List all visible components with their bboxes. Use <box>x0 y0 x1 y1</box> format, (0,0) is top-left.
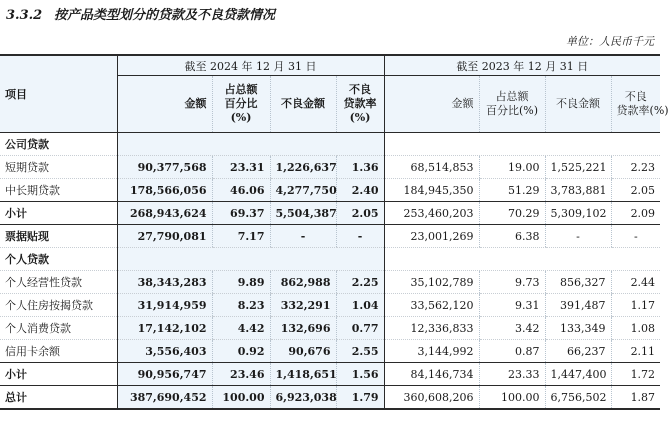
unit-note: 单位：人民币千元 <box>566 35 654 48</box>
cell-ratio-2023: 1.87 <box>611 386 660 410</box>
cell-npl-2023: 1,525,221 <box>545 156 611 179</box>
cell-pct-2024: 8.23 <box>212 294 270 317</box>
cell-npl-2023: 3,783,881 <box>545 179 611 202</box>
cell-pct-2024: 7.17 <box>212 225 270 248</box>
row-label: 个人消费贷款 <box>0 317 117 340</box>
row-label: 中长期贷款 <box>0 179 117 202</box>
row-label: 短期贷款 <box>0 156 117 179</box>
table-row <box>0 340 660 363</box>
cell-ratio-2023: 1.72 <box>611 363 660 386</box>
cell-npl-2024: 332,291 <box>270 294 336 317</box>
row-label: 小计 <box>0 202 117 225</box>
col-2023-npl: 不良金额 <box>545 76 611 133</box>
cell-npl-2024: 5,504,387 <box>270 202 336 225</box>
table-row <box>0 133 660 156</box>
cell-ratio-2023: 1.08 <box>611 317 660 340</box>
cell-amount-2024: 90,377,568 <box>117 156 212 179</box>
cell-amount-2024: 31,914,959 <box>117 294 212 317</box>
cell-ratio-2023: - <box>611 225 660 248</box>
cell-amount-2023: 35,102,789 <box>384 271 479 294</box>
row-label: 票据贴现 <box>0 225 117 248</box>
section-fill-2023 <box>384 248 660 271</box>
cell-amount-2023: 253,460,203 <box>384 202 479 225</box>
cell-pct-2024: 4.42 <box>212 317 270 340</box>
table-row <box>0 294 660 317</box>
cell-ratio-2023: 2.05 <box>611 179 660 202</box>
row-label: 信用卡余额 <box>0 340 117 363</box>
cell-amount-2023: 33,562,120 <box>384 294 479 317</box>
section-number: 3.3.2 <box>6 8 43 23</box>
period-2023-header: 截至 2023 年 12 月 31 日 <box>384 55 660 76</box>
cell-pct-2024: 23.31 <box>212 156 270 179</box>
section-title: 按产品类型划分的贷款及不良贷款情况 <box>54 8 276 23</box>
cell-npl-2023: 6,756,502 <box>545 386 611 410</box>
cell-npl-2023: - <box>545 225 611 248</box>
cell-amount-2024: 27,790,081 <box>117 225 212 248</box>
row-label: 个人贷款 <box>0 248 117 271</box>
cell-pct-2024: 69.37 <box>212 202 270 225</box>
col-2023-ratio: 不良 贷款率(%) <box>611 76 660 133</box>
cell-ratio-2024: - <box>336 225 384 248</box>
cell-amount-2024: 90,956,747 <box>117 363 212 386</box>
cell-amount-2023: 3,144,992 <box>384 340 479 363</box>
cell-amount-2023: 12,336,833 <box>384 317 479 340</box>
col-2024-pct: 占总额 百分比 (%) <box>212 76 270 133</box>
cell-ratio-2024: 2.05 <box>336 202 384 225</box>
col-2023-pct: 占总额 百分比(%) <box>479 76 545 133</box>
cell-ratio-2024: 1.79 <box>336 386 384 410</box>
cell-amount-2024: 387,690,452 <box>117 386 212 410</box>
loan-table <box>0 54 669 410</box>
cell-npl-2023: 66,237 <box>545 340 611 363</box>
row-label: 小计 <box>0 363 117 386</box>
cell-pct-2024: 46.06 <box>212 179 270 202</box>
header-row-periods <box>0 55 660 76</box>
cell-ratio-2023: 2.09 <box>611 202 660 225</box>
cell-amount-2024: 178,566,056 <box>117 179 212 202</box>
table-row <box>0 386 660 410</box>
cell-pct-2023: 9.31 <box>479 294 545 317</box>
item-header: 项目 <box>0 55 117 133</box>
cell-ratio-2023: 2.23 <box>611 156 660 179</box>
section-fill-2024 <box>117 133 384 156</box>
table-row <box>0 317 660 340</box>
period-2024-header: 截至 2024 年 12 月 31 日 <box>117 55 384 76</box>
cell-amount-2024: 268,943,624 <box>117 202 212 225</box>
cell-pct-2023: 9.73 <box>479 271 545 294</box>
cell-ratio-2024: 0.77 <box>336 317 384 340</box>
cell-amount-2023: 84,146,734 <box>384 363 479 386</box>
cell-pct-2024: 23.46 <box>212 363 270 386</box>
col-2024-ratio: 不良 贷款率 (%) <box>336 76 384 133</box>
cell-npl-2024: 132,696 <box>270 317 336 340</box>
cell-ratio-2023: 2.44 <box>611 271 660 294</box>
table-row <box>0 179 660 202</box>
cell-pct-2023: 51.29 <box>479 179 545 202</box>
cell-npl-2024: 1,226,637 <box>270 156 336 179</box>
col-2023-amount: 金额 <box>384 76 479 133</box>
cell-amount-2024: 17,142,102 <box>117 317 212 340</box>
table-row <box>0 156 660 179</box>
cell-npl-2023: 1,447,400 <box>545 363 611 386</box>
col-2024-amount: 金额 <box>117 76 212 133</box>
cell-amount-2024: 3,556,403 <box>117 340 212 363</box>
cell-pct-2023: 6.38 <box>479 225 545 248</box>
cell-npl-2024: - <box>270 225 336 248</box>
row-label: 公司贷款 <box>0 133 117 156</box>
cell-pct-2023: 3.42 <box>479 317 545 340</box>
section-heading <box>6 6 275 26</box>
cell-amount-2023: 360,608,206 <box>384 386 479 410</box>
row-label: 个人经营性贷款 <box>0 271 117 294</box>
cell-npl-2023: 391,487 <box>545 294 611 317</box>
cell-pct-2024: 9.89 <box>212 271 270 294</box>
cell-pct-2023: 23.33 <box>479 363 545 386</box>
cell-amount-2023: 68,514,853 <box>384 156 479 179</box>
cell-npl-2024: 1,418,651 <box>270 363 336 386</box>
table-row <box>0 363 660 386</box>
cell-ratio-2024: 1.36 <box>336 156 384 179</box>
section-fill-2023 <box>384 133 660 156</box>
table-row <box>0 225 660 248</box>
cell-pct-2023: 19.00 <box>479 156 545 179</box>
cell-pct-2023: 100.00 <box>479 386 545 410</box>
cell-ratio-2024: 1.56 <box>336 363 384 386</box>
cell-pct-2024: 100.00 <box>212 386 270 410</box>
table-row <box>0 202 660 225</box>
row-label: 总计 <box>0 386 117 410</box>
cell-ratio-2024: 1.04 <box>336 294 384 317</box>
cell-npl-2024: 862,988 <box>270 271 336 294</box>
table-body <box>0 133 660 410</box>
row-label: 个人住房按揭贷款 <box>0 294 117 317</box>
cell-npl-2024: 4,277,750 <box>270 179 336 202</box>
cell-pct-2024: 0.92 <box>212 340 270 363</box>
cell-ratio-2023: 1.17 <box>611 294 660 317</box>
cell-npl-2023: 856,327 <box>545 271 611 294</box>
cell-amount-2024: 38,343,283 <box>117 271 212 294</box>
cell-npl-2024: 90,676 <box>270 340 336 363</box>
cell-ratio-2024: 2.40 <box>336 179 384 202</box>
cell-npl-2023: 5,309,102 <box>545 202 611 225</box>
section-fill-2024 <box>117 248 384 271</box>
cell-ratio-2023: 2.11 <box>611 340 660 363</box>
cell-amount-2023: 23,001,269 <box>384 225 479 248</box>
col-2024-npl: 不良金额 <box>270 76 336 133</box>
cell-pct-2023: 70.29 <box>479 202 545 225</box>
cell-npl-2024: 6,923,038 <box>270 386 336 410</box>
cell-amount-2023: 184,945,350 <box>384 179 479 202</box>
cell-ratio-2024: 2.55 <box>336 340 384 363</box>
cell-pct-2023: 0.87 <box>479 340 545 363</box>
table-row <box>0 271 660 294</box>
table-row <box>0 248 660 271</box>
cell-npl-2023: 133,349 <box>545 317 611 340</box>
cell-ratio-2024: 2.25 <box>336 271 384 294</box>
